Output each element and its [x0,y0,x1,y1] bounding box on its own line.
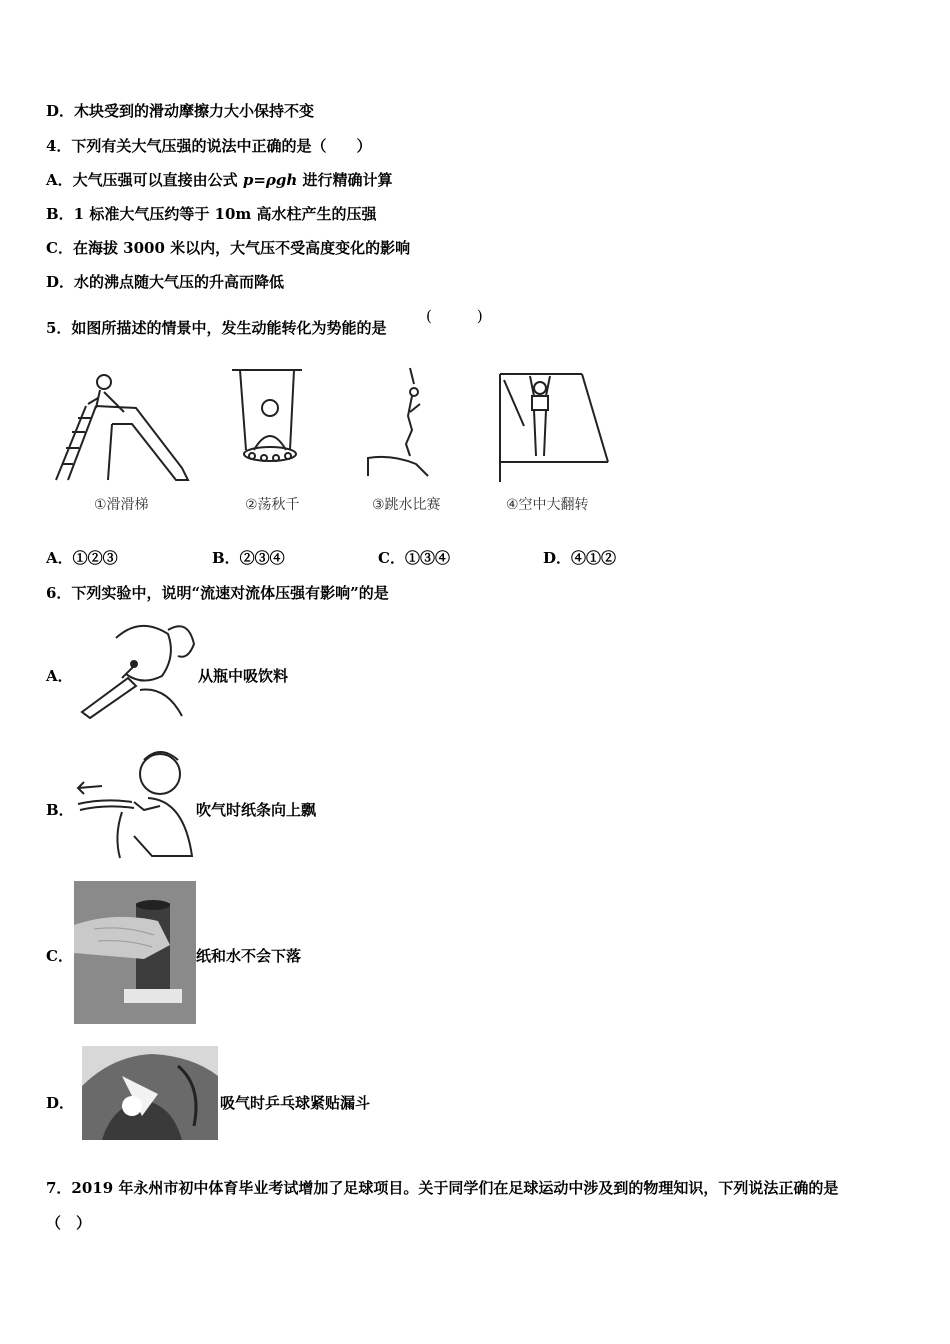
caption-4: ④空中大翻转 [506,497,589,513]
q4-option-c: C．在海拔 3000 米以内，大气压不受高度变化的影响 [46,239,411,257]
q4-option-b: B．1 标准大气压约等于 10m 高水柱产生的压强 [46,205,377,223]
slide-figure [48,368,196,486]
caption-2: ②荡秋千 [245,497,300,513]
funnel-ball-photo [82,1046,218,1140]
q6-option-a-letter: A． [46,667,73,685]
q6-option-c-text: 纸和水不会下落 [196,947,302,965]
q5-answer-paren: ( ) [426,307,483,325]
q5-option-a: A．①②③ [46,549,118,567]
q6-option-b-text: 吹气时纸条向上飘 [196,801,317,819]
drinking-girl-figure [76,616,198,720]
blowing-boy-figure [74,746,196,862]
q6-option-c-letter: C． [46,947,73,965]
trapeze-figure [494,366,616,484]
q4-option-a-text: A．大气压强可以直接由公式 [46,171,238,189]
q6-option-d-letter: D． [46,1094,75,1112]
q6-option-b-letter: B． [46,801,74,819]
q5-stem: 5．如图所描述的情景中，发生动能转化为势能的是 [46,319,387,337]
q4-option-d: D．水的沸点随大气压的升高而降低 [46,273,285,291]
q3-option-d: D．木块受到的滑动摩擦力大小保持不变 [46,102,315,120]
q6-option-a-text: 从瓶中吸饮料 [198,667,289,685]
swing-figure [228,366,308,478]
q4-formula: p=ρgh [242,171,298,189]
q6-stem: 6．下列实验中，说明“流速对流体压强有影响”的是 [46,584,389,602]
q5-option-d: D．④①② [543,549,617,567]
q5-option-c: C．①③④ [378,549,450,567]
caption-1: ①滑滑梯 [94,497,149,513]
diving-figure [362,364,442,478]
q6-option-d-text: 吸气时乒乓球紧贴漏斗 [220,1094,371,1112]
q4-option-a-text-end: 进行精确计算 [302,171,393,189]
q5-option-b: B．②③④ [212,549,285,567]
q4-stem: 4．下列有关大气压强的说法中正确的是（ ） [46,137,372,155]
caption-3: ③跳水比赛 [372,497,441,513]
q7-answer-paren: （ ） [46,1214,92,1232]
inverted-cup-photo [74,881,196,1024]
q7-stem: 7．2019 年永州市初中体育毕业考试增加了足球项目。关于同学们在足球运动中涉及到的物理知识，下列说法正确的是 [46,1179,839,1197]
q4-option-a [46,170,393,190]
